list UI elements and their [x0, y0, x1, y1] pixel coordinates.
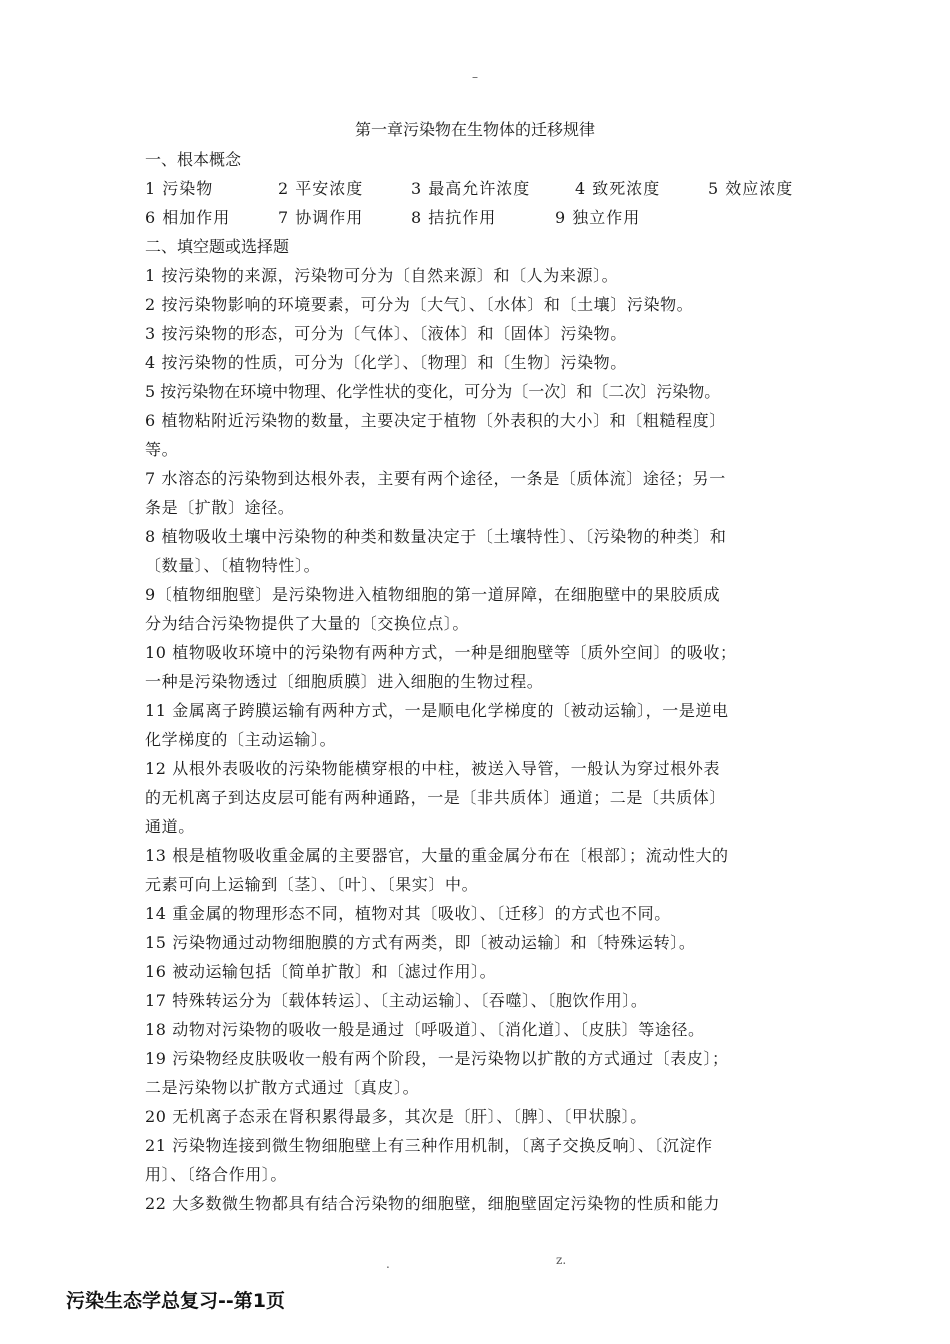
question-line: 通道。 — [145, 817, 195, 836]
question-line: 6 植物粘附近污染物的数量，主要决定于植物〔外表积的大小〕和〔粗糙程度〕 — [145, 411, 726, 430]
section1-heading: 一、根本概念 — [145, 150, 242, 169]
question-line: 18 动物对污染物的吸收一般是通过〔呼吸道〕、〔消化道〕、〔皮肤〕等途径。 — [145, 1020, 705, 1039]
question-line: 用〕、〔络合作用〕。 — [145, 1165, 288, 1184]
concept-row-1 — [145, 174, 807, 203]
footer-dot: . — [386, 1257, 390, 1271]
question-line: 3 按污染物的形态，可分为〔气体〕、〔液体〕和〔固体〕污染物。 — [145, 324, 627, 343]
question-line: 〔数量〕、〔植物特性〕。 — [145, 556, 321, 575]
question-line: 条是〔扩散〕途径。 — [145, 498, 295, 517]
question-line: 9〔植物细胞壁〕是污染物进入植物细胞的第一道屏障，在细胞壁中的果胶质成 — [145, 585, 721, 604]
chapter-title: 第一章污染物在生物体的迁移规律 — [354, 120, 595, 139]
question-line: 1 按污染物的来源，污染物可分为〔自然来源〕和〔人为来源〕。 — [145, 266, 619, 285]
question-line: 16 被动运输包括〔简单扩散〕和〔滤过作用〕。 — [145, 962, 497, 981]
question-line: 8 植物吸收土壤中污染物的种类和数量决定于〔土壤特性〕、〔污染物的种类〕和 — [145, 527, 727, 546]
question-line: 19 污染物经皮肤吸收一般有两个阶段，一是污染物以扩散的方式通过〔表皮〕； — [145, 1049, 729, 1068]
concept-item: 7 协调作用 — [278, 208, 364, 227]
question-line: 15 污染物通过动物细胞膜的方式有两类，即〔被动运输〕和〔特殊运转〕。 — [145, 933, 696, 952]
question-line: 的无机离子到达皮层可能有两种通路，一是〔非共质体〕通道；二是〔共质体〕 — [145, 788, 727, 807]
concept-item: 1 污染物 — [145, 179, 214, 198]
concept-item: 8 拮抗作用 — [411, 208, 497, 227]
concept-item: 5 效应浓度 — [708, 179, 794, 198]
question-line: 等。 — [145, 440, 179, 459]
footer-z-mark: z. — [556, 1253, 567, 1267]
section2-heading: 二、填空题或选择题 — [145, 237, 290, 256]
question-line: 一种是污染物透过〔细胞质膜〕进入细胞的生物过程。 — [145, 672, 544, 691]
question-line: 5 按污染物在环境中物理、化学性状的变化，可分为〔一次〕和〔二次〕污染物。 — [145, 382, 721, 401]
question-line: 17 特殊转运分为〔载体转运〕、〔主动运输〕、〔吞噬〕、〔胞饮作用〕。 — [145, 991, 648, 1010]
question-line: 二是污染物以扩散方式通过〔真皮〕。 — [145, 1078, 420, 1097]
concept-item: 3 最高允许浓度 — [411, 179, 531, 198]
question-line: 21 污染物连接到微生物细胞壁上有三种作用机制，〔离子交换反响〕、〔沉淀作 — [145, 1136, 713, 1155]
document-body — [145, 145, 807, 1218]
page-label: 污染生态学总复习--第1页 — [66, 1290, 285, 1312]
question-line: 10 植物吸收环境中的污染物有两种方式，一种是细胞壁等〔质外空间〕的吸收； — [145, 643, 737, 662]
question-line: 22 大多数微生物都具有结合污染物的细胞壁，细胞壁固定污染物的性质和能力 — [145, 1194, 721, 1213]
question-line: 20 无机离子态汞在肾积累得最多，其次是〔肝〕、〔脾〕、〔甲状腺〕。 — [145, 1107, 647, 1126]
question-line: 4 按污染物的性质，可分为〔化学〕、〔物理〕和〔生物〕污染物。 — [145, 353, 627, 372]
concept-row-2 — [145, 203, 807, 232]
question-line: 元素可向上运输到〔茎〕、〔叶〕、〔果实〕中。 — [145, 875, 479, 894]
header-mark: – — [472, 70, 478, 84]
question-line: 化学梯度的〔主动运输〕。 — [145, 730, 337, 749]
question-line: 13 根是植物吸收重金属的主要器官，大量的重金属分布在〔根部〕；流动性大的 — [145, 846, 729, 865]
question-line: 11 金属离子跨膜运输有两种方式，一是顺电化学梯度的〔被动运输〕，一是逆电 — [145, 701, 729, 720]
question-line: 14 重金属的物理形态不同，植物对其〔吸收〕、〔迁移〕的方式也不同。 — [145, 904, 671, 923]
question-line: 7 水溶态的污染物到达根外表，主要有两个途径，一条是〔质体流〕途径；另一 — [145, 469, 726, 488]
question-line: 12 从根外表吸收的污染物能横穿根的中柱，被送入导管，一般认为穿过根外表 — [145, 759, 721, 778]
concept-item: 6 相加作用 — [145, 208, 231, 227]
question-line: 2 按污染物影响的环境要素，可分为〔大气〕、〔水体〕和〔土壤〕污染物。 — [145, 295, 694, 314]
concept-item: 9 独立作用 — [555, 208, 641, 227]
concept-item: 4 致死浓度 — [575, 179, 661, 198]
concept-item: 2 平安浓度 — [278, 179, 364, 198]
question-line: 分为结合污染物提供了大量的〔交换位点〕。 — [145, 614, 470, 633]
